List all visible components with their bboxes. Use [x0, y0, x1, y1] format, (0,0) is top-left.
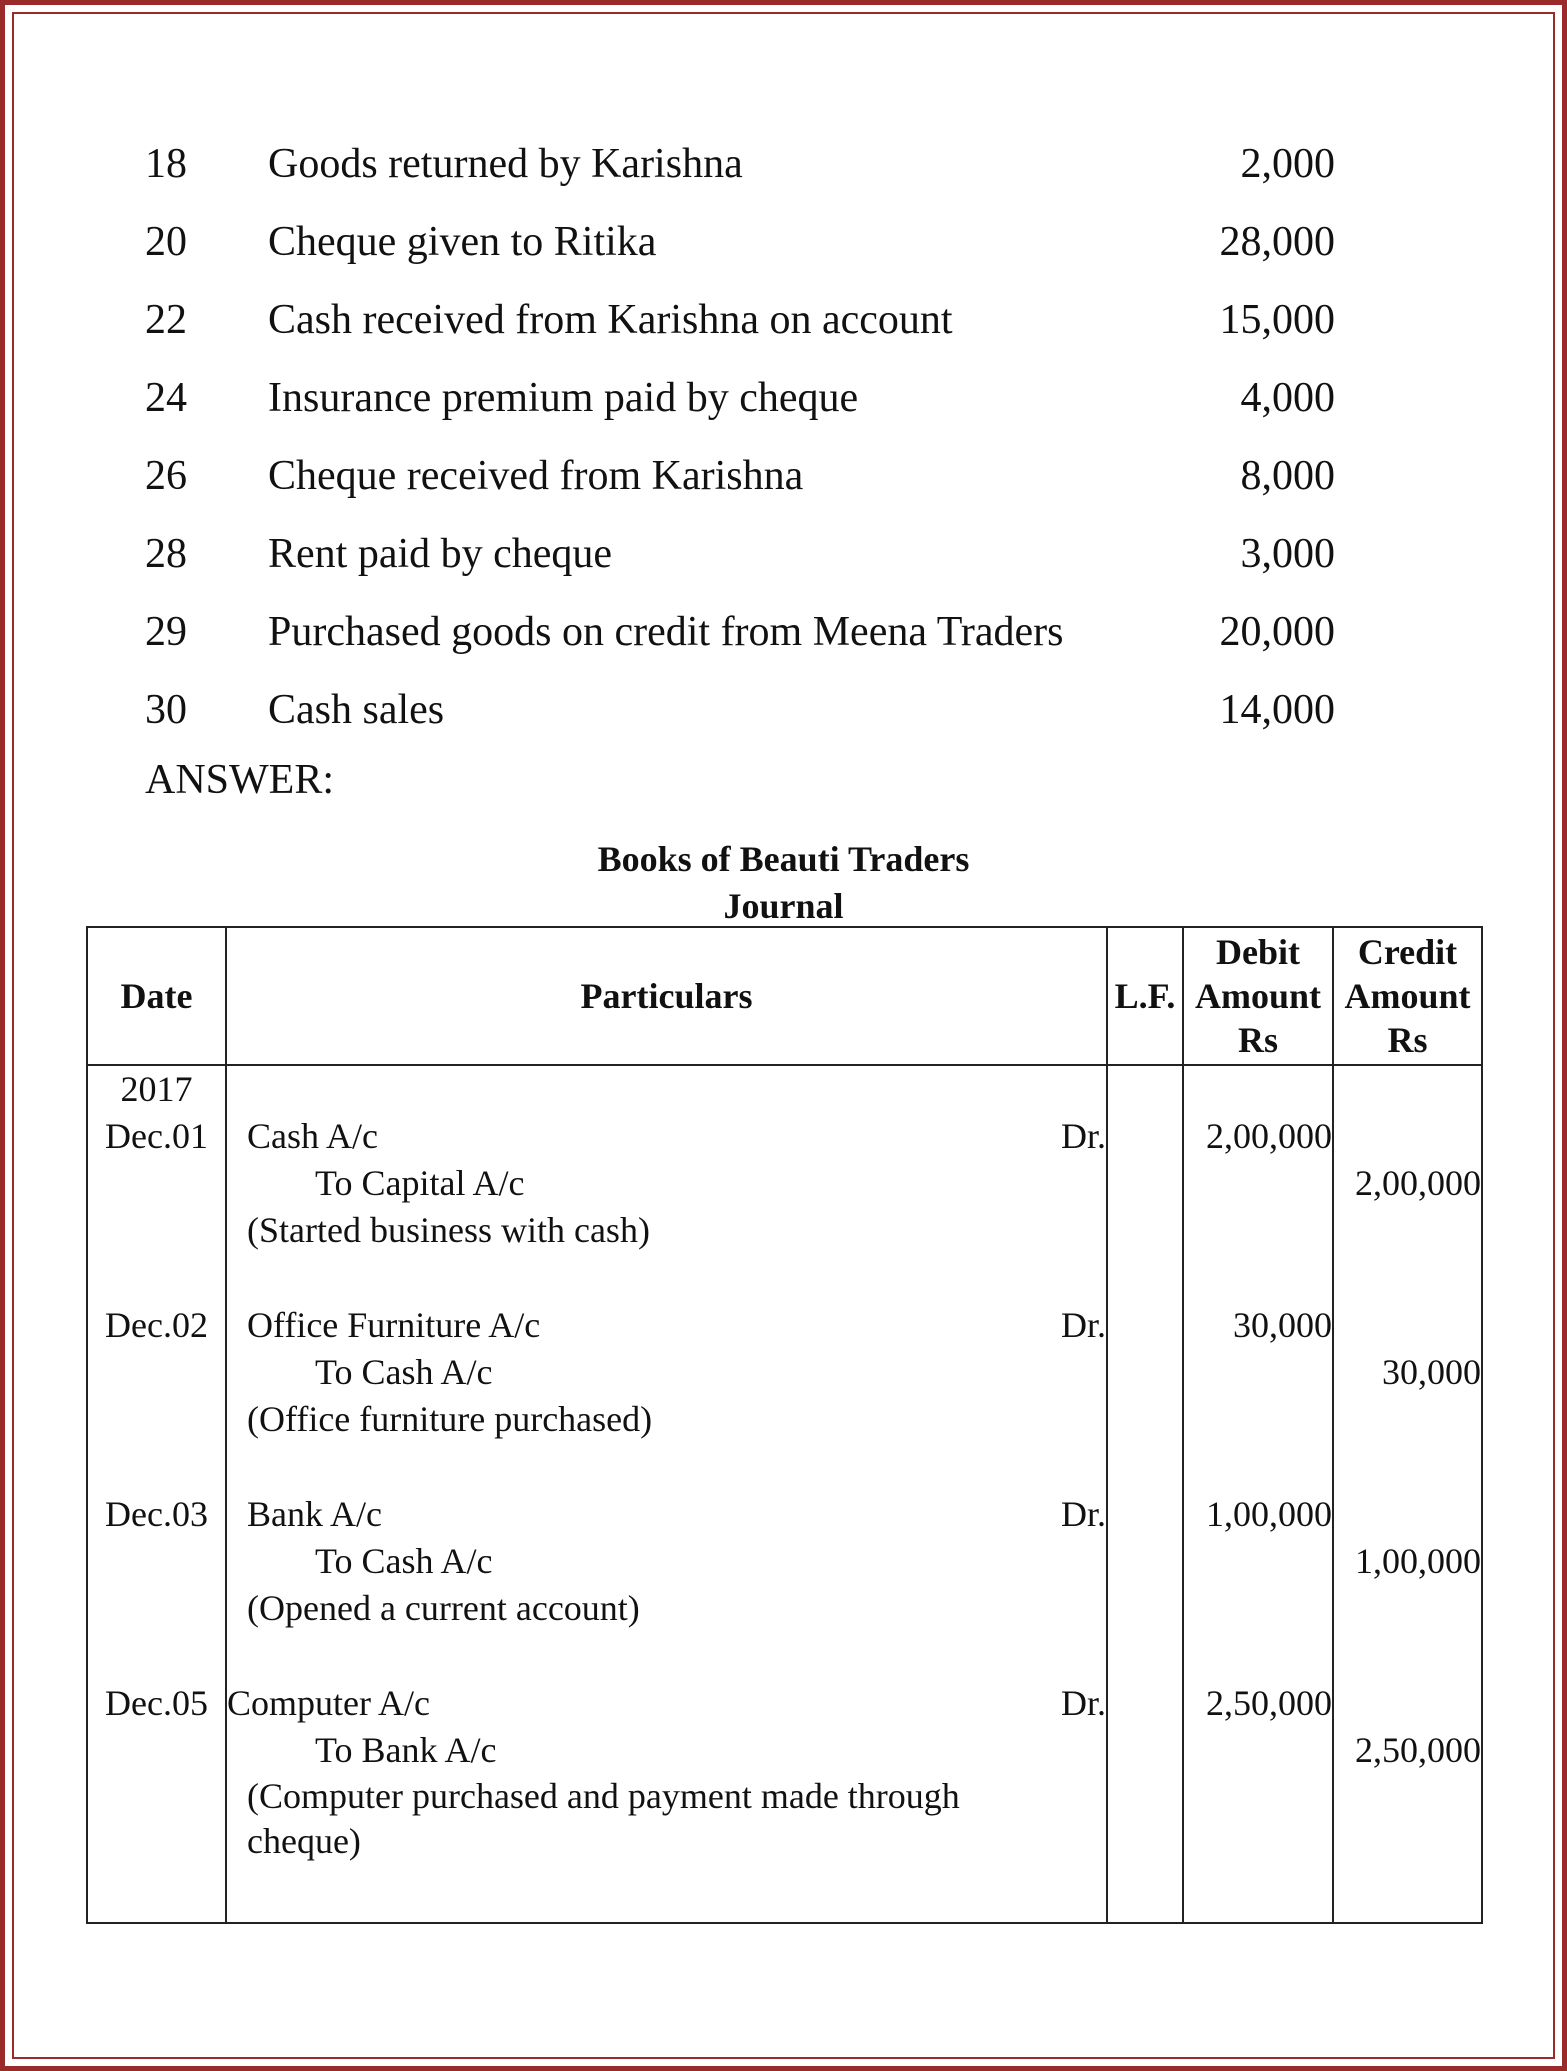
entry-date: Dec.03 [105, 1494, 208, 1534]
journal-table [86, 926, 1483, 1924]
dr-label: Dr. [1061, 1305, 1106, 1345]
entry-date: Dec.01 [105, 1116, 208, 1156]
transaction-amount: 20,000 [1219, 609, 1335, 655]
transaction-day: 28 [145, 531, 187, 577]
debit-amount: 1,00,000 [1206, 1494, 1332, 1534]
transaction-day: 24 [145, 375, 187, 421]
journal-body-row [87, 1065, 1482, 1923]
entry-narration: (Started business with cash) [247, 1210, 650, 1250]
debit-account-name: Cash A/c [247, 1116, 378, 1156]
entry-credit-account: To Cash A/c [315, 1541, 493, 1581]
entry-debit-account [247, 1491, 1106, 1538]
header-credit-line2: Amount [1344, 976, 1471, 1016]
header-particulars: Particulars [226, 927, 1107, 1065]
credit-amount: 2,50,000 [1355, 1730, 1481, 1770]
dr-label: Dr. [1061, 1683, 1106, 1723]
header-credit-line3: Rs [1387, 1020, 1428, 1060]
transaction-row [0, 359, 1567, 437]
entry-credit-account: To Capital A/c [315, 1163, 525, 1203]
header-debit-line3: Rs [1237, 1020, 1278, 1060]
entry-narration: (Opened a current account) [247, 1588, 640, 1628]
debit-amount: 2,00,000 [1206, 1116, 1332, 1156]
transaction-description: Rent paid by cheque [268, 531, 613, 577]
header-date: Date [87, 927, 226, 1065]
transaction-row [0, 203, 1567, 281]
header-debit [1183, 927, 1333, 1065]
entry-debit-account [247, 1113, 1106, 1160]
entry-narration: (Computer purchased and payment made through cheque) [247, 1776, 960, 1861]
transaction-description: Goods returned by Karishna [268, 141, 743, 187]
journal-header-row [87, 927, 1482, 1065]
debit-account-name: Computer A/c [227, 1683, 430, 1723]
debit-amount: 2,50,000 [1206, 1683, 1332, 1723]
debit-account-name: Bank A/c [247, 1494, 382, 1534]
entry-narration: (Office furniture purchased) [247, 1399, 653, 1439]
entry-date: Dec.02 [105, 1305, 208, 1345]
header-debit-line2: Amount [1194, 976, 1322, 1016]
transaction-description: Purchased goods on credit from Meena Traders [268, 609, 1064, 655]
transaction-day: 22 [145, 297, 187, 343]
transaction-description: Cheque received from Karishna [268, 453, 804, 499]
journal-title: Journal [723, 886, 844, 926]
entry-debit-account [247, 1302, 1106, 1349]
transaction-description: Insurance premium paid by cheque [268, 375, 859, 421]
credit-amount: 30,000 [1382, 1352, 1481, 1392]
transaction-row [0, 593, 1567, 671]
dr-label: Dr. [1061, 1116, 1106, 1156]
journal-year: 2017 [120, 1069, 193, 1109]
transaction-amount: 15,000 [1219, 297, 1335, 343]
entry-credit-account: To Cash A/c [315, 1352, 493, 1392]
transaction-row [0, 125, 1567, 203]
header-debit-line1: Debit [1216, 932, 1300, 972]
transaction-amount: 28,000 [1219, 219, 1335, 265]
entry-date: Dec.05 [105, 1683, 208, 1723]
particulars-column [226, 1065, 1107, 1923]
transaction-description: Cheque given to Ritika [268, 219, 657, 265]
credit-column [1333, 1065, 1482, 1923]
transaction-row [0, 671, 1567, 749]
header-credit-line1: Credit [1357, 932, 1458, 972]
transaction-amount: 8,000 [1240, 453, 1335, 499]
transaction-amount: 2,000 [1240, 141, 1335, 187]
transaction-day: 29 [145, 609, 187, 655]
debit-column [1183, 1065, 1333, 1923]
header-lf: L.F. [1107, 927, 1183, 1065]
transaction-list [0, 125, 1567, 749]
debit-account-name: Office Furniture A/c [247, 1305, 541, 1345]
entry-debit-account [227, 1680, 1106, 1727]
transaction-day: 18 [145, 141, 187, 187]
debit-amount: 30,000 [1233, 1305, 1332, 1345]
date-column [87, 1065, 226, 1923]
transaction-row [0, 437, 1567, 515]
credit-amount: 1,00,000 [1355, 1541, 1481, 1581]
credit-amount: 2,00,000 [1355, 1163, 1481, 1203]
transaction-day: 20 [145, 219, 187, 265]
header-credit [1333, 927, 1482, 1065]
answer-label: ANSWER: [145, 757, 334, 803]
book-title: Books of Beauti Traders [597, 839, 970, 879]
transaction-amount: 3,000 [1240, 531, 1335, 577]
transaction-row [0, 515, 1567, 593]
transaction-day: 30 [145, 687, 187, 733]
transaction-amount: 4,000 [1240, 375, 1335, 421]
transaction-day: 26 [145, 453, 187, 499]
entry-credit-account: To Bank A/c [315, 1730, 497, 1770]
transaction-description: Cash received from Karishna on account [268, 297, 953, 343]
transaction-row [0, 281, 1567, 359]
transaction-description: Cash sales [268, 687, 445, 733]
transaction-amount: 14,000 [1219, 687, 1335, 733]
lf-column [1107, 1065, 1183, 1923]
dr-label: Dr. [1061, 1494, 1106, 1534]
